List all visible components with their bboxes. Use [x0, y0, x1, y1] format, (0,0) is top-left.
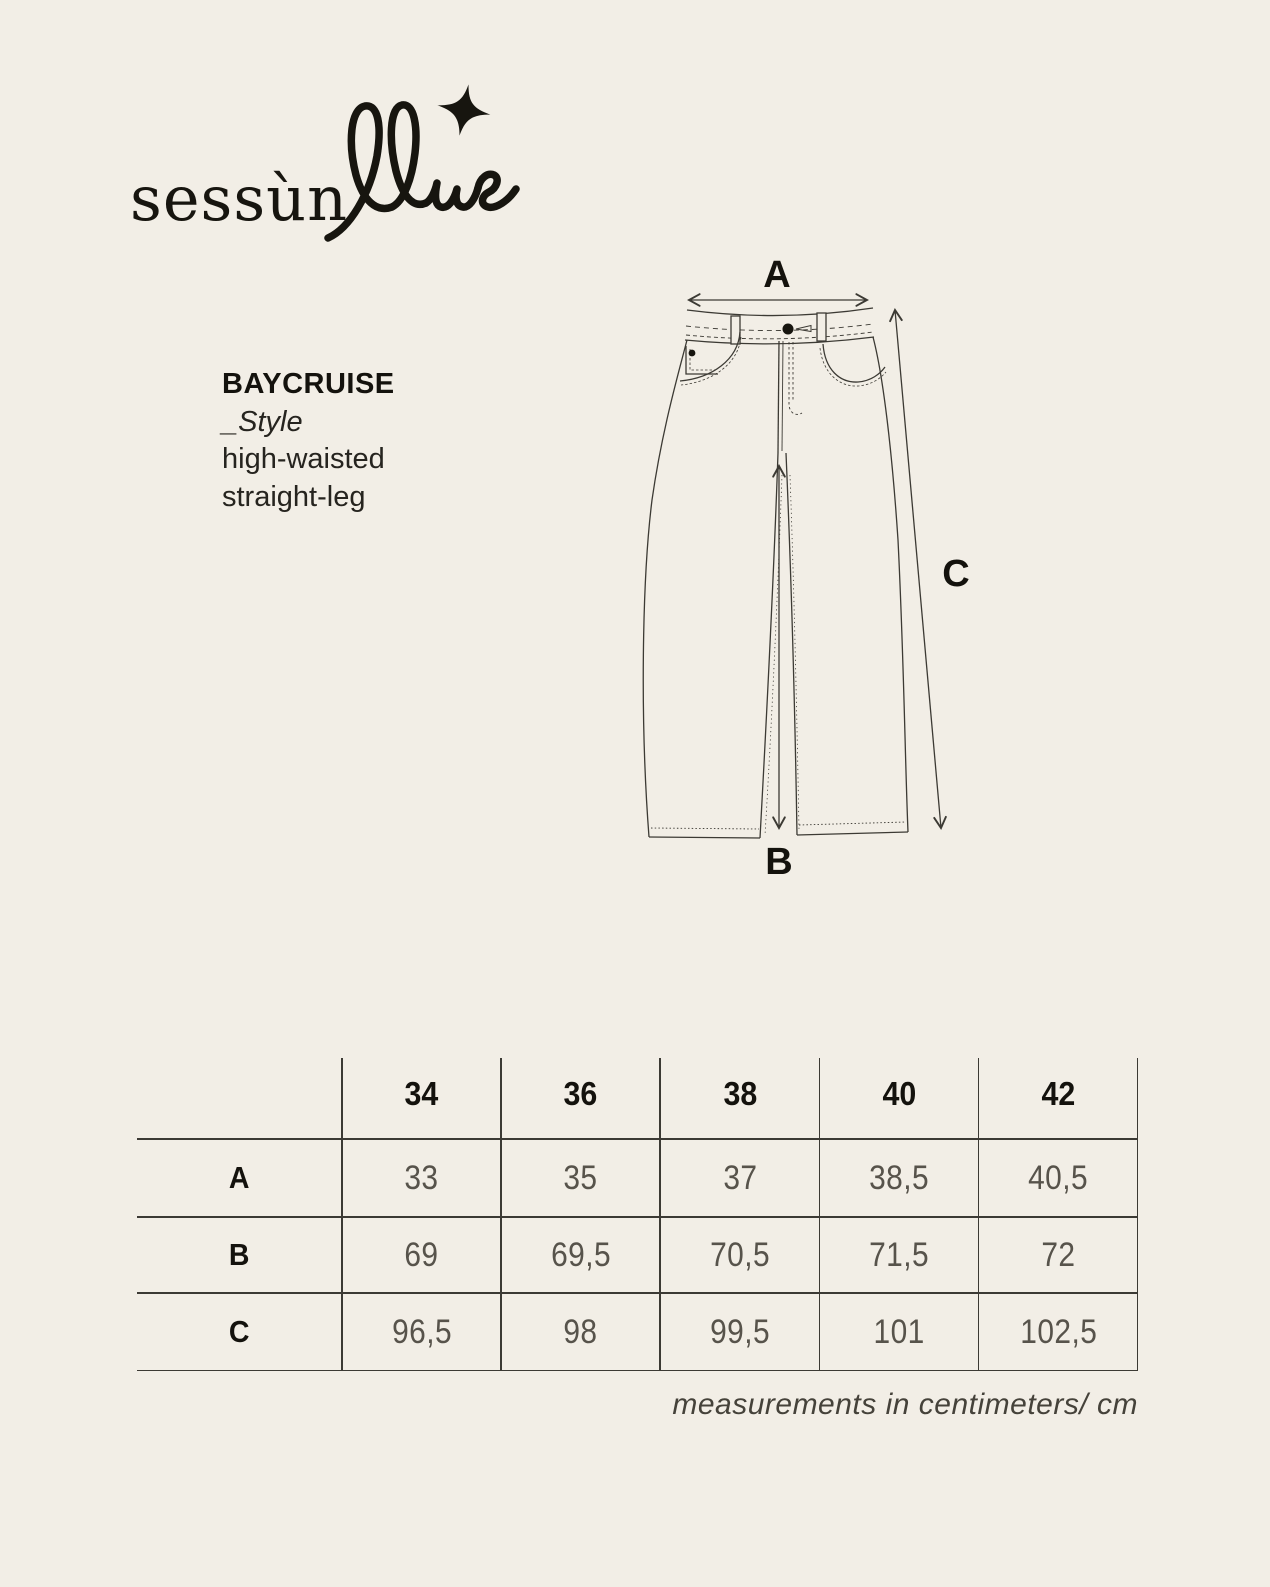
jeans-legs [643, 337, 908, 838]
size-column-header: 34 [404, 1074, 439, 1112]
jeans-button [783, 324, 794, 335]
size-table [137, 1048, 1138, 1371]
product-name: BAYCRUISE [222, 368, 395, 400]
measurement-value-cell: 69,5 [550, 1235, 611, 1274]
sparkle-icon [433, 80, 495, 141]
size-column-header: 36 [563, 1074, 598, 1112]
measurement-label-b: B [765, 841, 793, 883]
table-gridline [819, 1058, 821, 1371]
measurement-value-cell: 35 [563, 1158, 598, 1197]
table-gridline [1137, 1058, 1139, 1371]
measurement-value-cell: 69 [404, 1235, 439, 1274]
table-gridline [137, 1138, 1138, 1140]
measurement-value-cell: 37 [722, 1158, 758, 1197]
style-label: _Style [222, 405, 303, 438]
style-line: straight-leg [222, 480, 366, 513]
measurement-value-cell: 33 [404, 1158, 439, 1197]
jeans-technical-drawing [590, 240, 1010, 890]
measurement-label-a: A [763, 254, 791, 296]
table-gridline [137, 1216, 1138, 1218]
measurement-value-cell: 72 [1041, 1235, 1076, 1274]
measurement-value-cell: 96,5 [391, 1312, 452, 1351]
table-gridline [659, 1058, 661, 1371]
dimension-arrow-c [895, 310, 941, 828]
product-info [222, 366, 395, 516]
blue-script-strokes [328, 105, 516, 238]
measurement-row-label: A [229, 1160, 250, 1195]
table-gridline [137, 1370, 1138, 1372]
brand-wordmark: sessùn [130, 162, 349, 235]
measurement-value-cell: 101 [873, 1312, 925, 1351]
size-column-header: 42 [1041, 1074, 1076, 1112]
measurement-value-cell: 102,5 [1019, 1312, 1097, 1351]
measurement-value-cell: 70,5 [709, 1235, 770, 1274]
size-column-header: 40 [882, 1074, 917, 1112]
table-corner-cell [137, 1048, 342, 1139]
table-gridline [137, 1292, 1138, 1294]
table-gridline [500, 1058, 502, 1371]
measurement-label-c: C [942, 553, 970, 595]
blue-script-logo [312, 70, 542, 255]
measurement-row-label: B [229, 1237, 250, 1272]
jeans-fly [778, 341, 802, 453]
measurement-value-cell: 99,5 [709, 1312, 770, 1351]
measurement-value-cell: 40,5 [1028, 1158, 1089, 1197]
jeans-waistband [687, 308, 873, 316]
jeans-belt-loops [731, 313, 826, 344]
measurement-value-cell: 38,5 [869, 1158, 930, 1197]
table-gridline [978, 1058, 980, 1371]
table-gridline [341, 1058, 343, 1371]
style-line: high-waisted [222, 443, 385, 475]
units-note: measurements in centimeters/ cm [672, 1388, 1138, 1421]
measurement-row-label: C [229, 1314, 250, 1349]
size-column-header: 38 [723, 1074, 757, 1112]
measurement-value-cell: 98 [563, 1312, 598, 1351]
measurement-value-cell: 71,5 [869, 1235, 930, 1274]
